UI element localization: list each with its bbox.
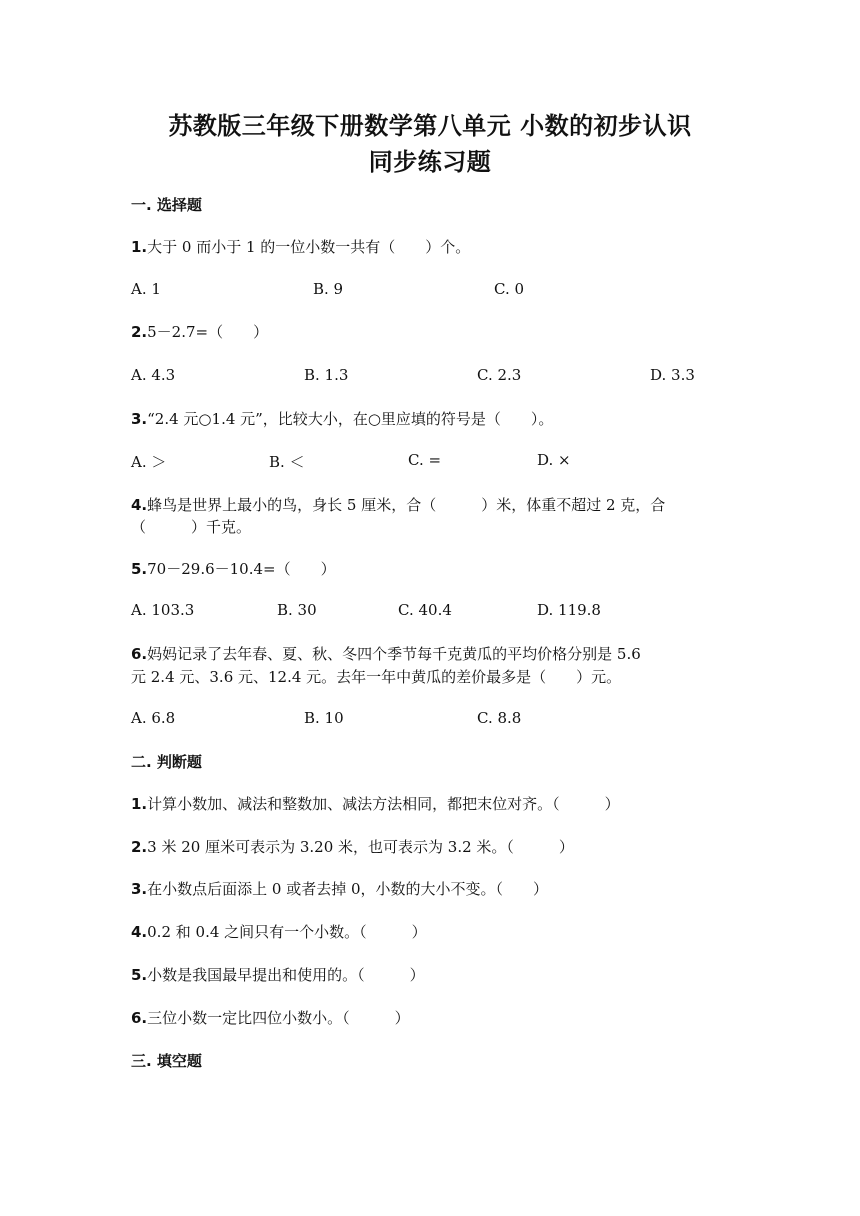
question-4-continued: （ ）千克。	[131, 518, 252, 536]
judgement-item-2	[131, 836, 574, 857]
judgement-item-5	[131, 964, 425, 985]
section-heading-judgement: 二. 判断题	[131, 753, 202, 771]
question-text: 5－2.7=（ ）	[147, 323, 269, 341]
item-number: 2.	[131, 838, 148, 856]
option-c: C. 8.8	[477, 709, 522, 727]
question-number: 3.	[131, 410, 148, 428]
item-number: 3.	[131, 880, 148, 898]
option-d: D. 3.3	[650, 366, 695, 384]
option-a: A. 6.8	[131, 709, 176, 727]
item-text: 在小数点后面添上 0 或者去掉 0，小数的大小不变。（ ）	[147, 880, 549, 898]
option-c: C. 0	[494, 280, 525, 298]
judgement-item-3	[131, 878, 548, 899]
option-d: D. ×	[537, 451, 571, 469]
option-b: B. ＜	[269, 453, 305, 471]
question-6-continued: 元 2.4 元、3.6 元、12.4 元。去年一年中黄瓜的差价最多是（ ）元。	[131, 668, 622, 686]
worksheet-title-line1: 苏教版三年级下册数学第八单元 小数的初步认识	[168, 111, 692, 140]
section-heading-fill-in: 三. 填空题	[131, 1052, 202, 1070]
item-text: 0.2 和 0.4 之间只有一个小数。（ ）	[147, 923, 427, 941]
question-text: 大于 0 而小于 1 的一位小数一共有（ ）个。	[147, 238, 471, 256]
question-6	[131, 643, 641, 664]
option-c: C. 2.3	[477, 366, 522, 384]
question-3	[131, 408, 553, 429]
option-b: B. 10	[304, 709, 344, 727]
question-number: 6.	[131, 645, 148, 663]
section-heading-choice: 一. 选择题	[131, 196, 202, 214]
judgement-item-1	[131, 793, 620, 814]
item-number: 1.	[131, 795, 148, 813]
option-a: A. 103.3	[131, 601, 195, 619]
question-text: “2.4 元○1.4 元”，比较大小，在○里应填的符号是（ ）。	[147, 410, 554, 428]
item-number: 4.	[131, 923, 148, 941]
item-number: 6.	[131, 1009, 148, 1027]
question-text: 70－29.6－10.4=（ ）	[147, 560, 336, 578]
question-4	[131, 494, 665, 515]
option-a: A. 4.3	[131, 366, 176, 384]
option-c: C. 40.4	[398, 601, 452, 619]
question-number: 2.	[131, 323, 148, 341]
item-text: 三位小数一定比四位小数小。（ ）	[147, 1009, 410, 1027]
question-text-line1: 蜂鸟是世界上最小的鸟，身长 5 厘米，合（ ）米，体重不超过 2 克，合	[147, 496, 666, 514]
item-number: 5.	[131, 966, 148, 984]
option-a: A. ＞	[131, 453, 167, 471]
option-a: A. 1	[131, 280, 161, 298]
question-5	[131, 558, 336, 579]
question-2	[131, 321, 268, 342]
question-number: 4.	[131, 496, 148, 514]
option-b: B. 1.3	[304, 366, 349, 384]
option-b: B. 9	[313, 280, 344, 298]
question-1	[131, 236, 470, 257]
judgement-item-4	[131, 921, 427, 942]
worksheet-title-line2: 同步练习题	[368, 147, 492, 176]
option-d: D. 119.8	[537, 601, 601, 619]
item-text: 计算小数加、减法和整数加、减法方法相同，都把末位对齐。（ ）	[147, 795, 620, 813]
option-b: B. 30	[277, 601, 317, 619]
question-text-line1: 妈妈记录了去年春、夏、秋、冬四个季节每千克黄瓜的平均价格分别是 5.6	[147, 645, 641, 663]
item-text: 3 米 20 厘米可表示为 3.20 米，也可表示为 3.2 米。（ ）	[147, 838, 574, 856]
option-c: C. =	[408, 451, 442, 469]
item-text: 小数是我国最早提出和使用的。（ ）	[147, 966, 425, 984]
question-number: 1.	[131, 238, 148, 256]
judgement-item-6	[131, 1007, 410, 1028]
question-number: 5.	[131, 560, 148, 578]
